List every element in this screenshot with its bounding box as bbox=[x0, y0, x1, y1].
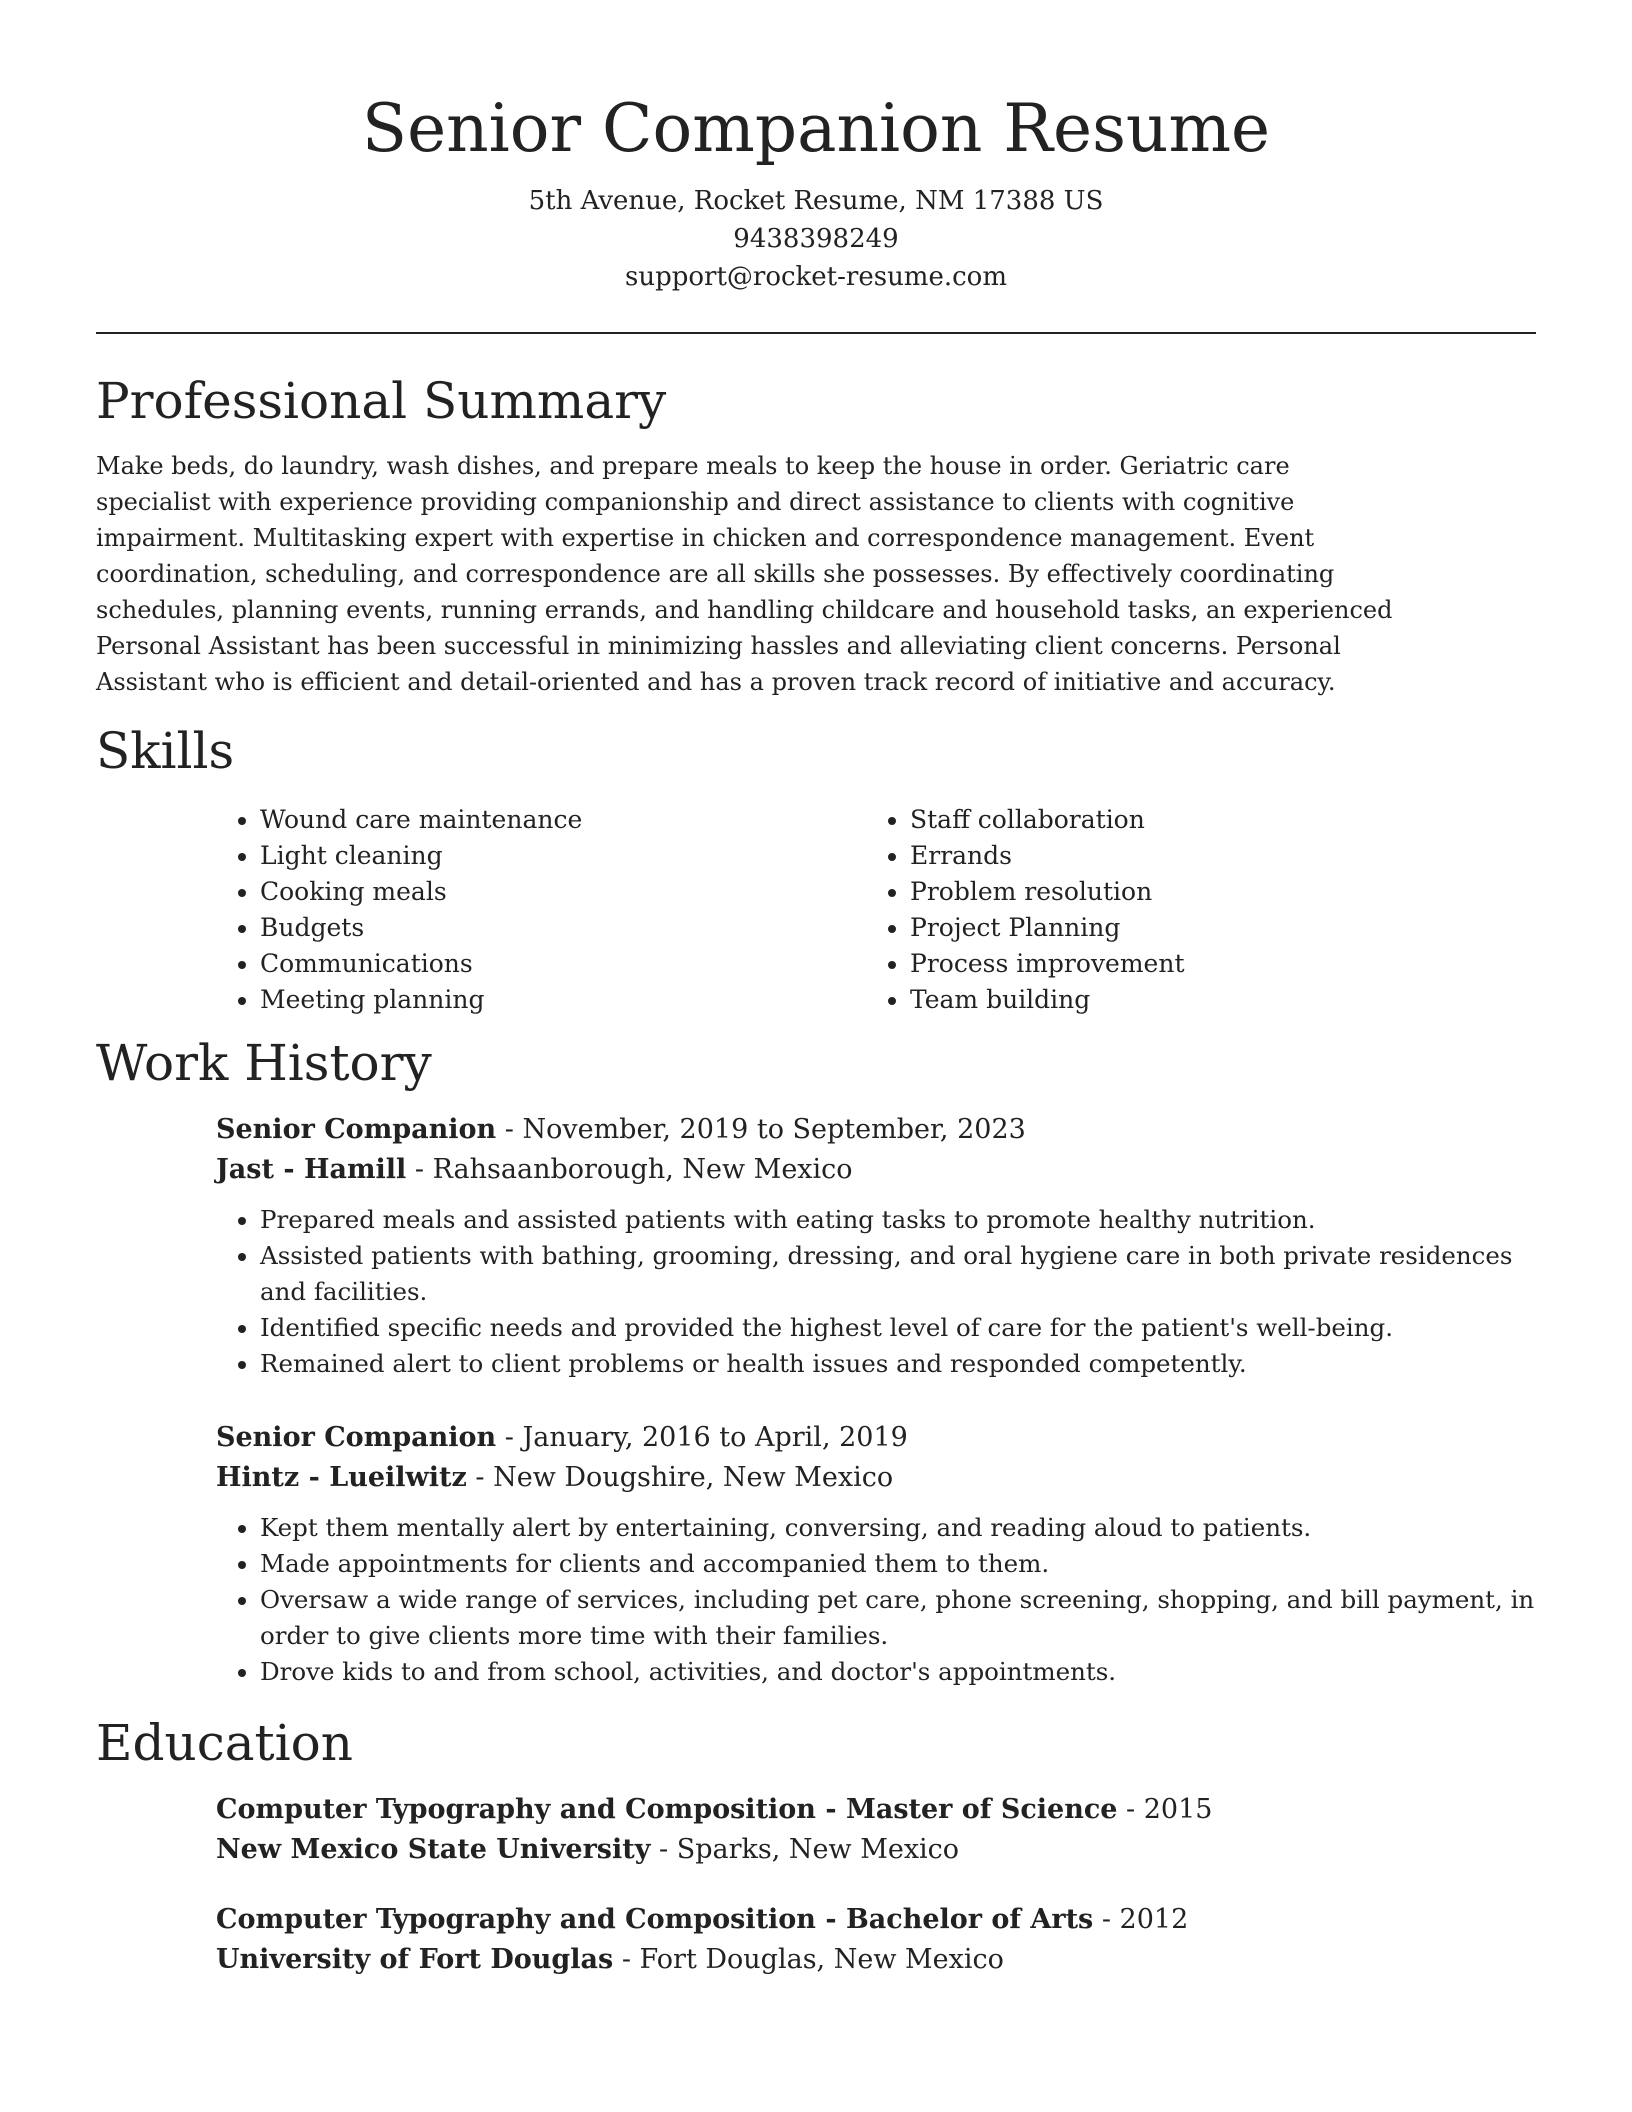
skills-column-right bbox=[866, 802, 1516, 1018]
job-role: Senior Companion bbox=[216, 1422, 497, 1453]
job-duty: • Oversaw a wide range of services, including pet care, phone screening, shopping, and bill payment, in order to give clients more time with their families. bbox=[260, 1582, 1536, 1654]
job-duty: • Remained alert to client problems or health issues and responded competently. bbox=[260, 1346, 1536, 1382]
skills-section bbox=[96, 720, 1536, 1018]
job-location: - New Dougshire, New Mexico bbox=[466, 1462, 894, 1493]
job-company: Hintz - Lueilwitz bbox=[216, 1462, 467, 1493]
job-role: Senior Companion bbox=[216, 1114, 497, 1145]
job-entry bbox=[216, 1418, 1536, 1690]
skill-item: • Staff collaboration bbox=[910, 802, 1516, 838]
degree-line bbox=[216, 1790, 1536, 1830]
job-duty: • Drove kids to and from school, activities, and doctor's appointments. bbox=[260, 1654, 1536, 1690]
education-heading: Education bbox=[96, 1714, 353, 1772]
job-employer-line bbox=[216, 1150, 1536, 1190]
job-duty: • Prepared meals and assisted patients with eating tasks to promote healthy nutrition. bbox=[260, 1202, 1536, 1238]
job-title-line bbox=[216, 1110, 1536, 1150]
skill-item: • Project Planning bbox=[910, 910, 1516, 946]
skill-item: • Light cleaning bbox=[260, 838, 866, 874]
job-duty: • Kept them mentally alert by entertaining, conversing, and reading aloud to patients. bbox=[260, 1510, 1536, 1546]
skill-item: • Problem resolution bbox=[910, 874, 1516, 910]
address: 5th Avenue, Rocket Resume, NM 17388 US bbox=[528, 186, 1104, 216]
contact-info bbox=[96, 182, 1536, 296]
skills-heading: Skills bbox=[96, 722, 235, 780]
resume-title: Senior Companion Resume bbox=[361, 90, 1271, 167]
job-duties bbox=[216, 1202, 1536, 1382]
summary-heading: Professional Summary bbox=[96, 372, 667, 430]
job-title-line bbox=[216, 1418, 1536, 1458]
skill-item: • Wound care maintenance bbox=[260, 802, 866, 838]
summary-section bbox=[96, 370, 1536, 700]
skill-item: • Errands bbox=[910, 838, 1516, 874]
skills-list bbox=[216, 802, 1536, 1018]
skill-item: • Process improvement bbox=[910, 946, 1516, 982]
job-duties bbox=[216, 1510, 1536, 1690]
degree-name: Computer Typography and Composition - Bachelor of Arts bbox=[216, 1904, 1094, 1935]
job-duty: • Assisted patients with bathing, grooming, dressing, and oral hygiene care in both private residences and facilities. bbox=[260, 1238, 1536, 1310]
education-entry bbox=[216, 1790, 1536, 1870]
email-address: support@rocket-resume.com bbox=[624, 262, 1007, 292]
skill-item: • Communications bbox=[260, 946, 866, 982]
school-location: - Sparks, New Mexico bbox=[650, 1834, 960, 1865]
school-name: New Mexico State University bbox=[216, 1834, 651, 1865]
job-company: Jast - Hamill bbox=[216, 1154, 407, 1185]
job-location: - Rahsaanborough, New Mexico bbox=[406, 1154, 853, 1185]
resume-header bbox=[96, 0, 1536, 296]
job-duty: • Made appointments for clients and accompanied them to them. bbox=[260, 1546, 1536, 1582]
header-divider bbox=[96, 332, 1536, 334]
summary-text: Make beds, do laundry, wash dishes, and prepare meals to keep the house in order. Geriatric care specialist with experience providing companionship and direct assistance to clients with cognitive impairment. Multitasking expert with expertise in chicken and correspondence management. Event coordination, scheduling, and correspondence are all skills she possesses. By effectively coordinating schedules, planning events, running errands, and handling childcare and household tasks, an experienced Personal Assistant has been successful in minimizing hassles and alleviating client concerns. Personal Assistant who is efficient and detail-oriented and has a proven track record of initiative and accuracy. bbox=[96, 452, 1393, 696]
school-location: - Fort Douglas, New Mexico bbox=[613, 1944, 1004, 1975]
job-duty: • Identified specific needs and provided the highest level of care for the patient's well-being. bbox=[260, 1310, 1536, 1346]
degree-name: Computer Typography and Composition - Master of Science bbox=[216, 1794, 1118, 1825]
resume-page bbox=[96, 0, 1536, 1980]
job-dates: - January, 2016 to April, 2019 bbox=[496, 1422, 908, 1453]
skills-column-left bbox=[216, 802, 866, 1018]
job-entry bbox=[216, 1110, 1536, 1382]
degree-year: - 2012 bbox=[1093, 1904, 1189, 1935]
work-history-section bbox=[96, 1032, 1536, 1690]
education-entry bbox=[216, 1900, 1536, 1980]
school-line bbox=[216, 1830, 1536, 1870]
work-history-heading: Work History bbox=[96, 1034, 432, 1092]
school-name: University of Fort Douglas bbox=[216, 1944, 614, 1975]
phone-number: 9438398249 bbox=[733, 224, 899, 254]
skill-item: • Team building bbox=[910, 982, 1516, 1018]
skill-item: • Cooking meals bbox=[260, 874, 866, 910]
education-section bbox=[96, 1712, 1536, 1980]
skill-item: • Budgets bbox=[260, 910, 866, 946]
job-dates: - November, 2019 to September, 2023 bbox=[496, 1114, 1026, 1145]
degree-line bbox=[216, 1900, 1536, 1940]
job-employer-line bbox=[216, 1458, 1536, 1498]
degree-year: - 2015 bbox=[1117, 1794, 1213, 1825]
skill-item: • Meeting planning bbox=[260, 982, 866, 1018]
school-line bbox=[216, 1940, 1536, 1980]
